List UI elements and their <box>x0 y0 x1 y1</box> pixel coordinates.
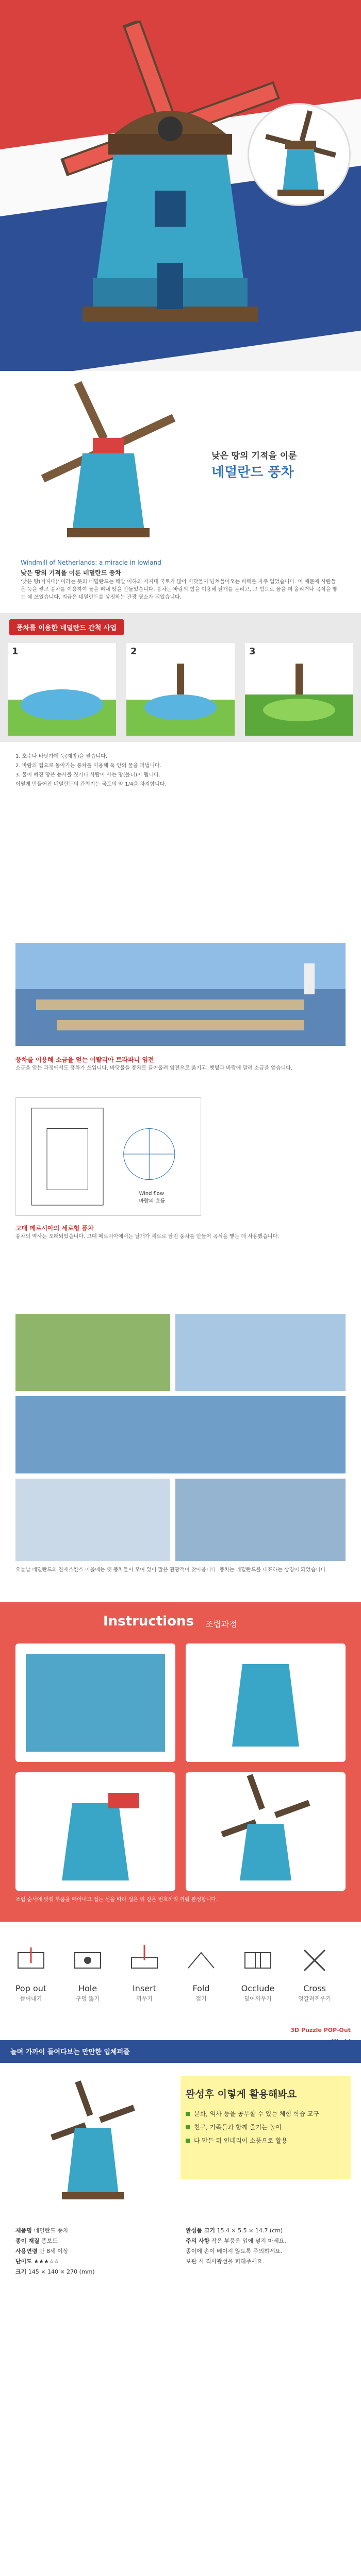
info-value: 보관 시 직사광선을 피해주세요. <box>186 2258 265 2265</box>
step-number: 1 <box>12 646 19 657</box>
diagram-label-ko: 바람의 흐름 <box>139 1198 166 1205</box>
icon-pop-out <box>8 1942 54 2003</box>
gallery-caption: 오늘날 네덜란드의 잔세스칸스 마을에는 옛 풍차들이 모여 있어 많은 관광객이 찾아옵니다. 풍차는 네덜란드를 대표하는 상징이 되었습니다. <box>15 1567 327 1573</box>
icon-label-ko: 끼우기 <box>136 1995 153 2002</box>
intro-title-main: 네덜란드 풍차 <box>211 465 294 480</box>
icon-label-en: Fold <box>192 1984 210 1993</box>
step-2-illustration <box>126 643 235 736</box>
info-value: 네덜란드 풍차 <box>34 2227 69 2234</box>
instructions-subtitle: 조립과정 <box>205 1619 237 1629</box>
persian-windmill-diagram <box>15 1097 201 1216</box>
icon-label-en: Insert <box>133 1984 156 1993</box>
info-heading: 주의 사항 <box>186 2238 210 2244</box>
info-value: 만 8세 이상 <box>39 2248 69 2255</box>
reclamation-section <box>0 613 361 943</box>
insert-icon <box>126 1942 162 1978</box>
info-value: 작은 부품은 입에 넣지 마세요. <box>211 2238 286 2244</box>
instruction-step-card <box>186 1643 346 1762</box>
occlude-icon <box>240 1942 276 1978</box>
info-value: 15.4 × 5.5 × 14.7 (cm) <box>217 2227 283 2234</box>
info-heading: 종이 재질 <box>15 2238 40 2244</box>
info-heading: 제품명 <box>15 2227 32 2234</box>
salt-caption-title: 풍차를 이용해 소금을 얻는 이탈리아 트라파니 염전 <box>15 1056 154 1063</box>
instructions-title: Instructions <box>103 1614 194 1629</box>
info-heading: 사용연령 <box>15 2248 38 2255</box>
salt-caption-body: 소금을 얻는 과정에서도 풍차가 쓰입니다. 바닷물을 풍차로 끌어올려 염전으로 옮기고, 햇볕과 바람에 말려 소금을 얻습니다. <box>15 1065 293 1071</box>
intro-caption-en: Windmill of Netherlands: a miracle in lowland <box>21 559 161 566</box>
icon-cross <box>291 1942 338 2003</box>
instruction-step-card <box>186 1772 346 1891</box>
reclamation-note: 2. 바람의 힘으로 돌아가는 풍차를 이용해 둑 안의 물을 퍼냅니다. <box>15 763 161 769</box>
inset-mini-windmill <box>248 103 351 206</box>
info-heading: 난이도 <box>15 2258 32 2265</box>
usage-item: 친구, 가족들과 함께 즐기는 놀이 <box>186 2121 351 2134</box>
step-3-illustration <box>245 643 353 736</box>
icon-occlude <box>235 1942 281 2003</box>
gallery-photo <box>175 1479 346 1561</box>
icon-label-ko: 덮어끼우기 <box>244 1995 272 2002</box>
hero-section <box>0 0 361 371</box>
diagram-label-en: Wind flow <box>139 1191 164 1197</box>
step-number: 2 <box>130 646 137 657</box>
hole-icon <box>70 1942 106 1978</box>
instructions-section <box>0 1602 361 1922</box>
pop-out-icon <box>13 1942 49 1978</box>
history-section <box>0 943 361 1314</box>
reclamation-label: 풍차를 이용한 네덜란드 간척 사업 <box>9 619 124 635</box>
icon-label-ko: 엇갈려끼우기 <box>298 1995 331 2002</box>
intro-section <box>0 371 361 613</box>
icon-label-ko: 접기 <box>195 1995 207 2002</box>
gallery-photo <box>15 1479 170 1561</box>
intro-title-sub: 낮은 땅의 기적을 이룬 <box>211 451 297 461</box>
step-number: 3 <box>249 646 256 657</box>
windmill-photo <box>21 376 196 551</box>
footer-banner <box>0 2040 361 2063</box>
icon-label-ko: 구멍 뚫기 <box>75 1995 100 2002</box>
info-value: ★★★☆☆ <box>34 2258 59 2265</box>
cross-icon <box>297 1942 333 1978</box>
reclamation-note: 1. 호수나 바닷가에 둑(제방)을 쌓습니다. <box>15 754 108 759</box>
intro-caption-ko: 낮은 땅의 기적을 이룬 네덜란드 풍차 <box>21 569 121 577</box>
intro-body: '낮은 땅(저지대)' 이라는 뜻의 네덜란드는 해발 이하의 저지대 국토가 많아 바닷물이 넘쳐들어오는 피해를 자주 입었습니다. 이 때문에 사람들은 둑을 쌓고 풍차를 이용하여 물을 퍼내 땅을 만들었습니다. 풍차는 바람의 힘을 이용해 날개를 돌리고, 그 힘으로 물을 퍼 올리거나 곡식을 빻는 데 쓰였습니다. 지금은 네덜란드를 상징하는 관광 명소가 되었습니다. <box>21 579 338 600</box>
info-heading: 크기 <box>15 2268 27 2275</box>
persian-caption-body: 풍차의 역사는 오래되었습니다. 고대 페르시아에서는 날개가 세로로 달린 풍차를 만들어 곡식을 빻는 데 사용했습니다. <box>15 1234 280 1240</box>
finished-windmill <box>15 2076 170 2210</box>
icon-label-en: Cross <box>303 1984 326 1993</box>
info-heading: 완성품 크기 <box>186 2227 215 2234</box>
reclamation-note: 이렇게 만들어진 네덜란드의 간척지는 국토의 약 1/4을 차지합니다. <box>15 782 167 787</box>
product-info-right <box>186 2226 351 2267</box>
gallery-photo <box>15 1396 346 1473</box>
icon-label-en: Hole <box>78 1984 97 1993</box>
info-value: 종이에 손이 베이지 않도록 주의하세요. <box>186 2248 283 2255</box>
usage-title: 완성후 이렇게 활용해봐요 <box>186 2089 297 2100</box>
info-value: 145 × 140 × 270 (mm) <box>28 2268 95 2275</box>
assembly-icons <box>0 1922 361 2040</box>
brand-logo: 3D Puzzle POP-Out <box>290 2027 351 2033</box>
usage-item: 다 만든 뒤 인테리어 소품으로 활용 <box>186 2134 351 2147</box>
product-info-section <box>0 2040 361 2349</box>
instruction-step-card <box>15 1772 175 1891</box>
instruction-step-card <box>15 1643 175 1762</box>
icon-insert <box>121 1942 168 2003</box>
instructions-note: 조립 순서에 맞춰 부품을 떼어내고 접는 선을 따라 접은 뒤 같은 번호끼리 끼워 완성합니다. <box>15 1897 218 1903</box>
fold-icon <box>183 1942 219 1978</box>
product-info-left <box>15 2226 180 2277</box>
step-1-illustration <box>8 643 116 736</box>
icon-label-en: Pop out <box>15 1984 47 1993</box>
icon-hole <box>64 1942 111 2003</box>
usage-list <box>186 2107 351 2147</box>
footer-banner-text: 놀며 가까이 들여다보는 만만한 입체퍼즐 <box>10 2048 130 2056</box>
usage-item: 문화, 역사 등을 공부할 수 있는 체험 학습 교구 <box>186 2107 351 2121</box>
reclamation-notes <box>15 752 346 789</box>
persian-caption-title: 고대 페르시아의 세로형 풍차 <box>15 1225 94 1232</box>
icon-fold <box>178 1942 224 2003</box>
icon-label-ko: 뜯어내기 <box>20 1995 42 2002</box>
salt-field-photo <box>15 943 346 1046</box>
gallery-photo <box>15 1314 170 1391</box>
photo-gallery <box>0 1314 361 1602</box>
reclamation-note: 3. 물이 빠진 땅은 농사를 짓거나 사람이 사는 땅(폴더)이 됩니다. <box>15 772 160 778</box>
icon-label-en: Occlude <box>241 1984 275 1993</box>
info-value: 폼보드 <box>41 2238 58 2244</box>
gallery-photo <box>175 1314 346 1391</box>
